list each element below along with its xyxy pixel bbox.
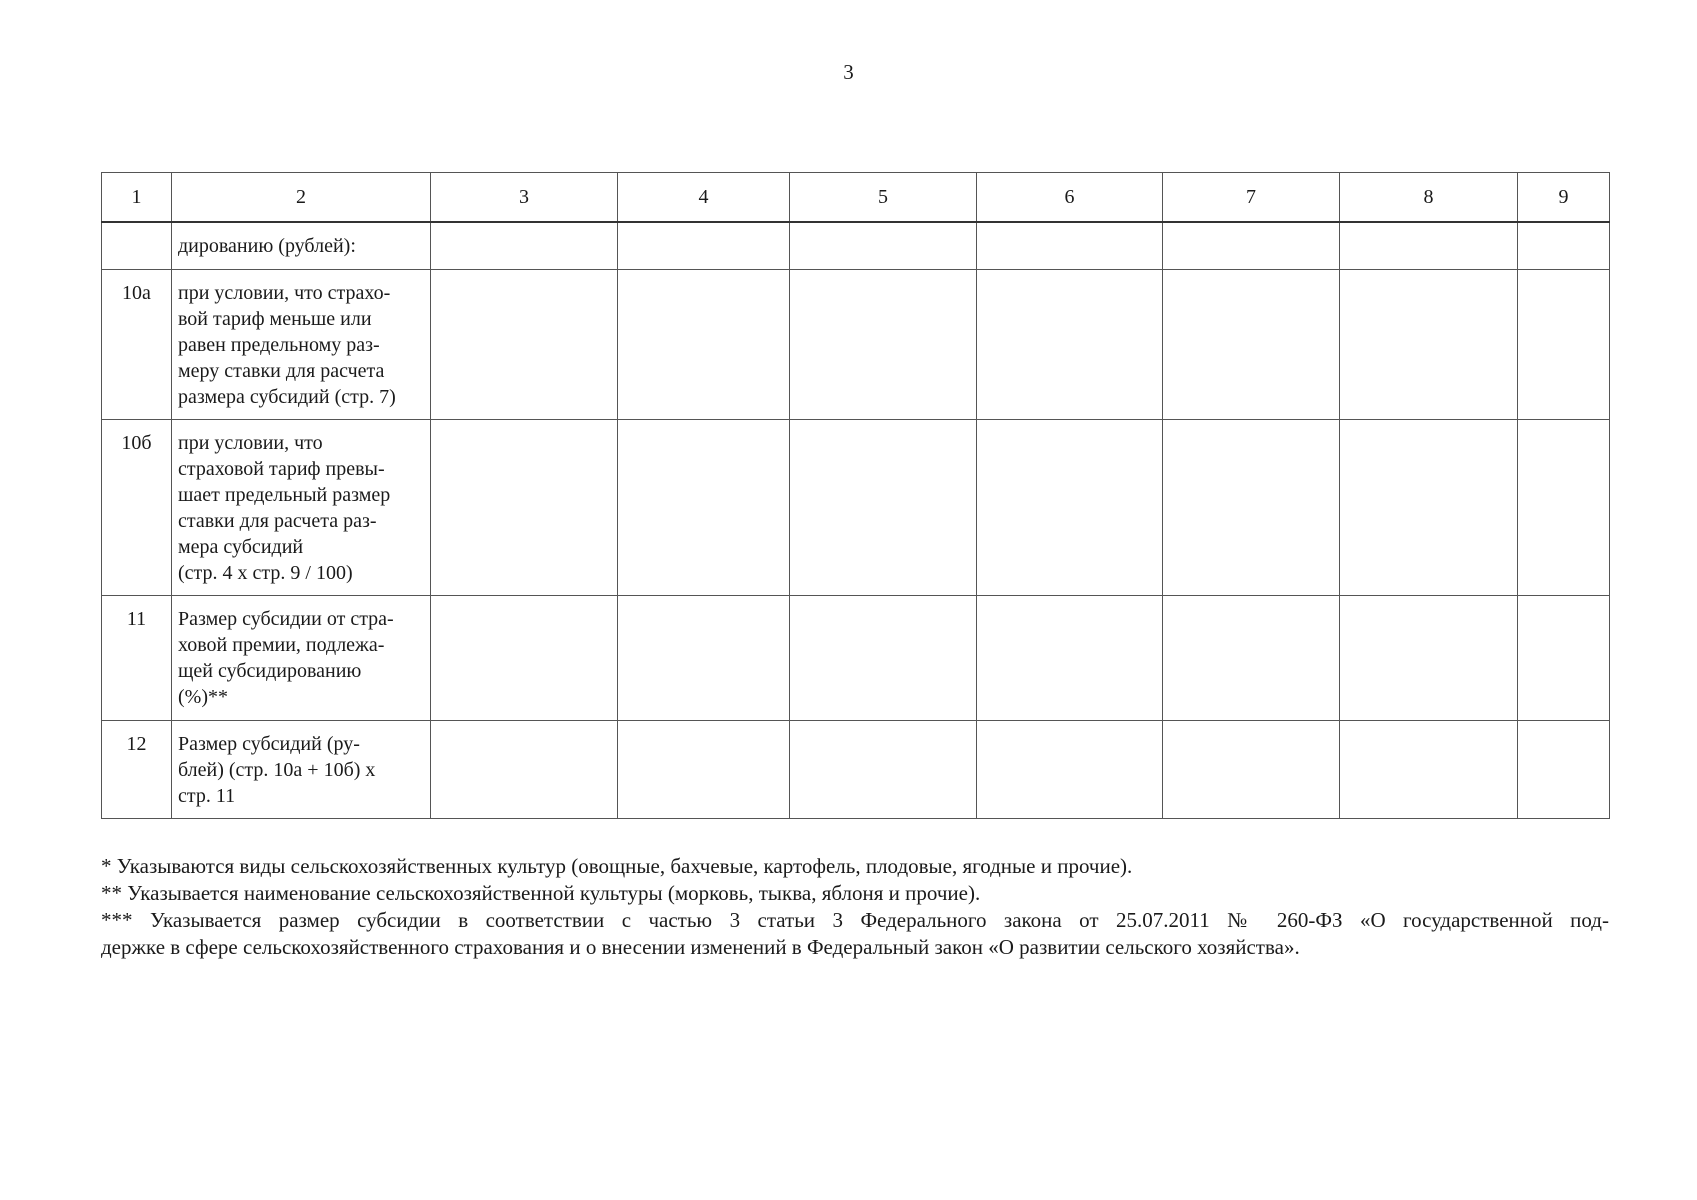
table-cell xyxy=(977,419,1163,595)
row-number: 10а xyxy=(102,269,172,419)
table-row xyxy=(102,720,1610,818)
table-cell xyxy=(1518,269,1610,419)
table-cell xyxy=(618,269,790,419)
table-cell xyxy=(790,269,977,419)
table-cell xyxy=(977,222,1163,269)
column-header: 5 xyxy=(790,173,977,223)
table-cell xyxy=(1340,269,1518,419)
table-cell xyxy=(618,720,790,818)
table-row xyxy=(102,595,1610,720)
row-number: 12 xyxy=(102,720,172,818)
table-cell xyxy=(1163,595,1340,720)
page-number: 3 xyxy=(843,60,854,84)
table-cell xyxy=(1518,595,1610,720)
column-header: 8 xyxy=(1340,173,1518,223)
table-cell xyxy=(1163,419,1340,595)
table-cell xyxy=(1518,222,1610,269)
table-cell xyxy=(790,419,977,595)
table-cell xyxy=(431,419,618,595)
table-cell xyxy=(1340,595,1518,720)
table-cell xyxy=(977,595,1163,720)
footnote-crop-name: ** Указывается наименование сельскохозяйственной культуры (морковь, тыква, яблоня и прочие). xyxy=(101,881,981,905)
table-cell xyxy=(977,269,1163,419)
table-row xyxy=(102,222,1610,269)
column-header: 6 xyxy=(977,173,1163,223)
table-header-row xyxy=(102,173,1610,223)
table-cell xyxy=(977,720,1163,818)
table-cell xyxy=(1518,419,1610,595)
column-header: 4 xyxy=(618,173,790,223)
column-header: 9 xyxy=(1518,173,1610,223)
table-row xyxy=(102,269,1610,419)
row-description: дированию (рублей): xyxy=(172,222,431,269)
footnote-subsidy-size-line2: держке в сфере сельскохозяйственного страхования и о внесении изменений в Федеральный закон «О развитии сельского хозяйства». xyxy=(101,935,1300,959)
subsidy-table xyxy=(101,172,1610,819)
column-header: 1 xyxy=(102,173,172,223)
table-cell xyxy=(431,595,618,720)
table-cell xyxy=(1163,720,1340,818)
table-cell xyxy=(1340,720,1518,818)
table-cell xyxy=(1340,222,1518,269)
row-number xyxy=(102,222,172,269)
footnote-crop-types: * Указываются виды сельскохозяйственных культур (овощные, бахчевые, картофель, плодовые, ягодные и прочие). xyxy=(101,854,1133,878)
row-number: 11 xyxy=(102,595,172,720)
column-header: 3 xyxy=(431,173,618,223)
row-description: при условии, что страховой тариф превы- шает предельный размер ставки для расчета раз- мера субсидий (стр. 4 х стр. 9 / 100) xyxy=(172,419,431,595)
row-description: Размер субсидий (ру- блей) (стр. 10а + 10б) х стр. 11 xyxy=(172,720,431,818)
table-cell xyxy=(618,222,790,269)
table-cell xyxy=(431,269,618,419)
column-header: 7 xyxy=(1163,173,1340,223)
row-number: 10б xyxy=(102,419,172,595)
table-cell xyxy=(790,720,977,818)
footnotes xyxy=(101,853,1609,961)
column-header: 2 xyxy=(172,173,431,223)
table-cell xyxy=(431,720,618,818)
footnote-subsidy-size-line1: *** Указывается размер субсидии в соответствии с частью 3 статьи 3 Федерального закона от 25.07.2011 № 260-ФЗ «О государственной под- xyxy=(101,908,1609,932)
table-cell xyxy=(790,222,977,269)
table-cell xyxy=(618,419,790,595)
table-cell xyxy=(431,222,618,269)
row-description: Размер субсидии от стра- ховой премии, подлежа- щей субсидированию (%)** xyxy=(172,595,431,720)
row-description: при условии, что страхо- вой тариф меньше или равен предельному раз- меру ставки для расчета размера субсидий (стр. 7) xyxy=(172,269,431,419)
table-cell xyxy=(1163,222,1340,269)
table-cell xyxy=(1340,419,1518,595)
table-cell xyxy=(618,595,790,720)
table-cell xyxy=(1518,720,1610,818)
table-cell xyxy=(790,595,977,720)
table-cell xyxy=(1163,269,1340,419)
table-row xyxy=(102,419,1610,595)
